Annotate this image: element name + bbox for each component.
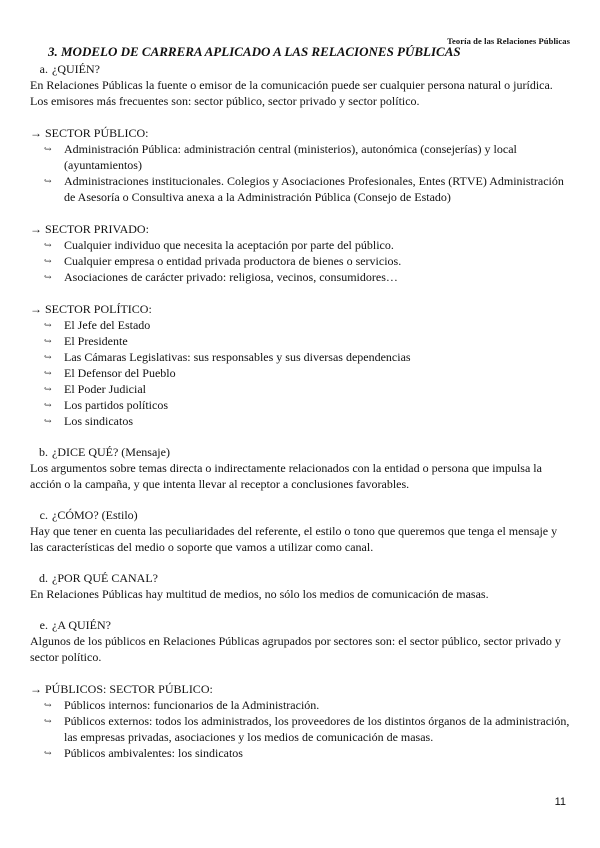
publicos-list bbox=[30, 697, 570, 761]
subsection-letter: e. bbox=[39, 618, 48, 632]
list-item-text: Administraciones institucionales. Colegios y Asociaciones Profesionales, Entes (RTVE) Administración de Asesoría o Consultiva anexa a la Administración Pública (Consejo de Estado) bbox=[64, 174, 564, 204]
paragraph-b: Los argumentos sobre temas directa o indirectamente relacionados con la entidad o persona que impulsa la acción o la campaña, y que intenta llevar al receptor a conclusiones favorables. bbox=[30, 461, 542, 491]
sector-politico-heading: → SECTOR POLÍTICO: bbox=[30, 302, 152, 316]
arrow-bullet-icon: ↪ bbox=[44, 320, 52, 330]
list-item bbox=[44, 269, 570, 285]
subsection-heading-text: ¿QUIÉN? bbox=[52, 62, 100, 76]
arrow-bullet-icon: ↪ bbox=[44, 400, 52, 410]
list-item bbox=[44, 365, 570, 381]
list-item bbox=[44, 173, 570, 205]
list-item bbox=[44, 381, 570, 397]
list-item-text: Públicos externos: todos los administrados, los proveedores de los distintos órganos de la administración, las empresas privadas, asociaciones y los medios de comunicación de masas. bbox=[64, 714, 570, 744]
list-item bbox=[44, 745, 570, 761]
list-item-text: El Jefe del Estado bbox=[64, 318, 151, 332]
subsection-heading-text: ¿A QUIÉN? bbox=[52, 618, 111, 632]
sector-privado-heading: → SECTOR PRIVADO: bbox=[30, 222, 149, 236]
list-item bbox=[44, 317, 570, 333]
subsection-letter: a. bbox=[39, 62, 48, 76]
arrow-bullet-icon: ↪ bbox=[44, 272, 52, 282]
section-title: 3. MODELO DE CARRERA APLICADO A LAS RELACIONES PÚBLICAS bbox=[48, 44, 461, 59]
arrow-bullet-icon: ↪ bbox=[44, 352, 52, 362]
list-item-text: Administración Pública: administración central (ministerios), autonómica (consejerías) y local (ayuntamientos) bbox=[64, 142, 517, 172]
subsection-letter: c. bbox=[39, 508, 48, 522]
list-item bbox=[44, 697, 570, 713]
list-item-text: El Presidente bbox=[64, 334, 128, 348]
sector-politico-list bbox=[30, 317, 570, 429]
paragraph-e: Algunos de los públicos en Relaciones Públicas agrupados por sectores son: el sector público, sector privado y sector político. bbox=[30, 634, 561, 664]
arrow-bullet-icon: ↪ bbox=[44, 336, 52, 346]
list-item-text: Los sindicatos bbox=[64, 414, 133, 428]
arrow-bullet-icon: ↪ bbox=[44, 384, 52, 394]
arrow-bullet-icon: ↪ bbox=[44, 416, 52, 426]
subsection-letter: d. bbox=[39, 571, 48, 585]
list-item-text: Las Cámaras Legislativas: sus responsables y sus diversas dependencias bbox=[64, 350, 411, 364]
arrow-bullet-icon: ↪ bbox=[44, 144, 52, 154]
list-item-text: El Defensor del Pueblo bbox=[64, 366, 176, 380]
subsection-heading-e bbox=[30, 618, 570, 633]
list-item bbox=[44, 397, 570, 413]
list-item bbox=[44, 349, 570, 365]
arrow-bullet-icon: ↪ bbox=[44, 368, 52, 378]
arrow-bullet-icon: ↪ bbox=[44, 700, 52, 710]
sector-publico-heading: → SECTOR PÚBLICO: bbox=[30, 126, 149, 140]
list-item-text: Asociaciones de carácter privado: religiosa, vecinos, consumidores… bbox=[64, 270, 398, 284]
list-item bbox=[44, 713, 570, 745]
list-item bbox=[44, 141, 570, 173]
list-item-text: El Poder Judicial bbox=[64, 382, 146, 396]
subsection-heading-c bbox=[30, 508, 570, 523]
list-item-text: Cualquier individuo que necesita la aceptación por parte del público. bbox=[64, 238, 394, 252]
list-item-text: Los partidos políticos bbox=[64, 398, 168, 412]
list-item bbox=[44, 413, 570, 429]
arrow-bullet-icon: ↪ bbox=[44, 748, 52, 758]
arrow-bullet-icon: ↪ bbox=[44, 240, 52, 250]
subsection-heading-d bbox=[30, 571, 570, 586]
arrow-bullet-icon: ↪ bbox=[44, 716, 52, 726]
running-header: Teoría de las Relaciones Públicas bbox=[447, 36, 570, 46]
subsection-heading-a bbox=[30, 62, 570, 77]
subsection-heading-b bbox=[30, 445, 570, 460]
page-number: 11 bbox=[554, 796, 566, 808]
publicos-heading: → PÚBLICOS: SECTOR PÚBLICO: bbox=[30, 682, 213, 696]
subsection-heading-text: ¿CÓMO? (Estilo) bbox=[52, 508, 138, 522]
page-content bbox=[30, 44, 570, 761]
list-item-text: Públicos ambivalentes: los sindicatos bbox=[64, 746, 243, 760]
subsection-heading-text: ¿POR QUÉ CANAL? bbox=[52, 571, 158, 585]
list-item bbox=[44, 253, 570, 269]
paragraph-d: En Relaciones Públicas hay multitud de medios, no sólo los medios de comunicación de masas. bbox=[30, 587, 489, 601]
sector-publico-list bbox=[30, 141, 570, 205]
paragraph-c: Hay que tener en cuenta las peculiaridades del referente, el estilo o tono que queremos que tenga el mensaje y las características del medio o soporte que vamos a utilizar como canal. bbox=[30, 524, 558, 554]
sector-privado-list bbox=[30, 237, 570, 285]
list-item bbox=[44, 333, 570, 349]
subsection-heading-text: ¿DICE QUÉ? (Mensaje) bbox=[52, 445, 170, 459]
list-item bbox=[44, 237, 570, 253]
arrow-bullet-icon: ↪ bbox=[44, 256, 52, 266]
paragraph-a: En Relaciones Públicas la fuente o emisor de la comunicación puede ser cualquier persona natural o jurídica. Los emisores más frecuentes son: sector público, sector privado y sector político. bbox=[30, 78, 553, 108]
subsection-letter: b. bbox=[39, 445, 48, 459]
list-item-text: Cualquier empresa o entidad privada productora de bienes o servicios. bbox=[64, 254, 402, 268]
arrow-bullet-icon: ↪ bbox=[44, 176, 52, 186]
list-item-text: Públicos internos: funcionarios de la Administración. bbox=[64, 698, 320, 712]
